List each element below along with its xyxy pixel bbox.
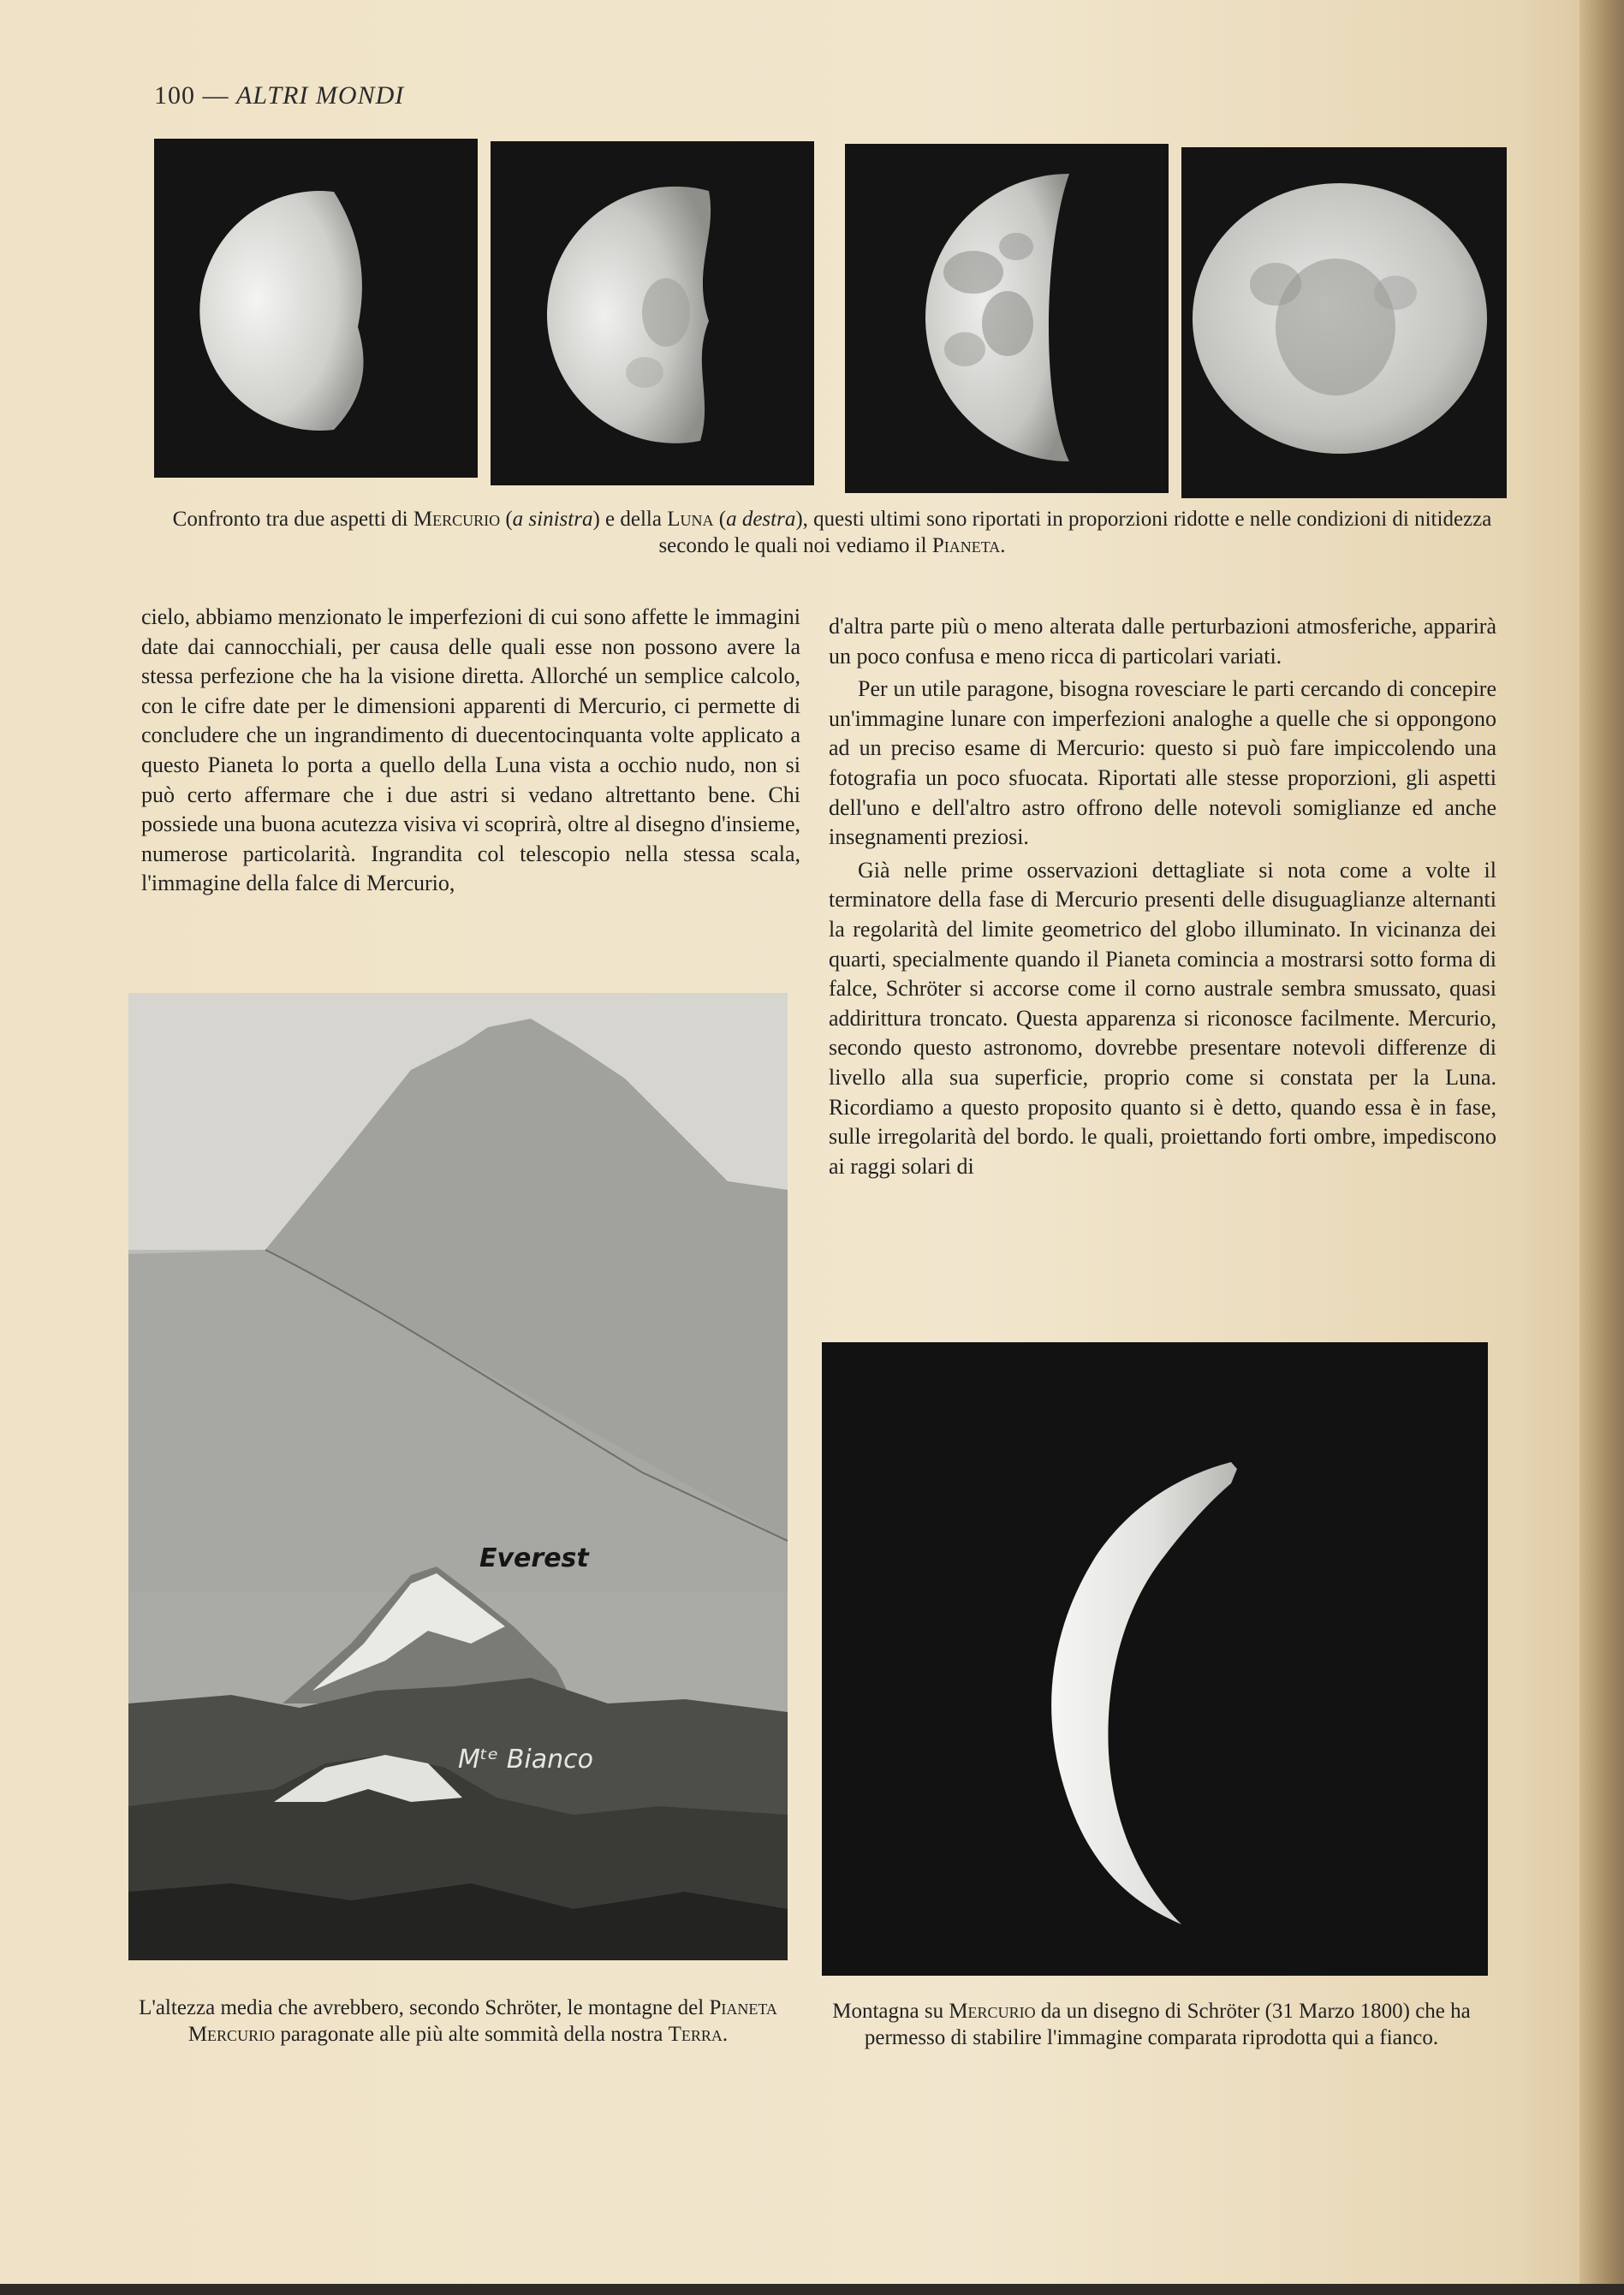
label-monte-bianco: Mᵗᵉ Bianco [458,1745,593,1775]
section-title: ALTRI MONDI [236,81,405,110]
photo-mercury-phase-2 [491,141,814,485]
crescent-drawing-caption: Montagna su Mercurio da un disegno di Schröter (31 Marzo 1800) che ha permesso di stabilire l'immagine comparata riprodotta qui a fianco. [832,2000,1471,2049]
photo-moon-phase-1 [845,144,1169,493]
running-head [154,81,404,110]
text-column-right [829,612,1496,1181]
book-spine-shadow [1579,0,1624,2295]
mountain-illustration-caption: L'altezza media che avrebbero, secondo Schröter, le montagne del Pianeta Mercurio paragonate alle più alte sommità della nostra Terra. [139,1996,777,2046]
right-column-paragraph-3: Già nelle prime osservazioni dettagliate si nota come a volte il terminatore della fase di Mercurio presenti delle disuguaglianze alternanti la regolarità del limite geometrico del globo illuminato. In vicinanza dei quarti, specialmente quando il Pianeta comincia a mostrarsi sotto forma di falce, Schröter si accorse come il corno australe sembra smussato, quasi addirittura troncato. Questa apparenza si riconosce facilmente. Mercurio, secondo questo astronomo, dovrebbe presentare notevoli differenze di livello alla sua superficie, proprio come si constata per la Luna. Ricordiamo a questo proposito quanto si è detto, quando essa è in fase, sulle irregolarità del bordo. le quali, proiettando forti ombre, impediscono ai raggi solari di [829,857,1496,1179]
page-number: 100 [154,81,195,110]
photo-mercury-phase-1 [154,139,478,478]
caption-pianeta-mercurio: Pianeta Mercurio [187,1996,777,2046]
header-dash: — [202,81,229,110]
caption-terra: Terra [668,2023,723,2046]
mountain-comparison-illustration [128,993,788,1960]
right-column-paragraph-2: Per un utile paragone, bisogna rovesciare le parti cercando di concepire un'immagine lunare con imperfezioni analoghe a quelle che si oppongono ad un preciso esame di Mercurio: questo si può fare impiccolendo una fotografia un poco sfuocata. Riportati alle stesse proporzioni, gli aspetti dell'uno e dell'altro astro offrono delle notevoli somiglianze ed anche insegnamenti preziosi. [829,676,1496,850]
page-bottom-edge [0,2284,1624,2295]
photo-mercury-crescent-drawing [822,1342,1488,1976]
caption-mercurio-bottom: Mercurio [949,2000,1036,2023]
caption-luna: Luna [667,508,714,531]
right-column-paragraph-1: d'altra parte più o meno alterata dalle perturbazioni atmosferiche, apparirà un poco confusa e meno ricca di particolari variati. [829,614,1496,669]
caption-pianeta: Pianeta [931,534,1001,557]
top-photos-caption: Confronto tra due aspetti di Mercurio (a sinistra) e della Luna (a destra), questi ultimi sono riportati in proporzioni ridotte e nelle condizioni di nitidezza secondo le quali noi vediamo il Pianeta. [172,508,1492,557]
left-column-paragraph: cielo, abbiamo menzionato le imperfezioni di cui sono affette le immagini date dai cannocchiali, per causa delle quali esse non possono avere la stessa perfezione che ha la visione diretta. Allorché un semplice calcolo, con le cifre date per le dimensioni apparenti di Mercurio, ci permette di concludere che un ingrandimento di duecentocinquanta volte applicato a questo Pianeta lo porta a quello della Luna vista a occhio nudo, non si può certo affermare che i due astri si vedano altrettanto bene. Chi possiede una buona acutezza visiva vi scoprirà, oltre al disegno d'insieme, numerose particolarità. Ingrandita col telescopio nella stessa scala, l'immagine della falce di Mercurio, [141,604,800,896]
label-everest: Everest [479,1543,589,1573]
text-column-left [141,603,800,899]
caption-mercurio: Mercurio [413,508,501,531]
photo-moon-phase-2 [1181,147,1507,498]
